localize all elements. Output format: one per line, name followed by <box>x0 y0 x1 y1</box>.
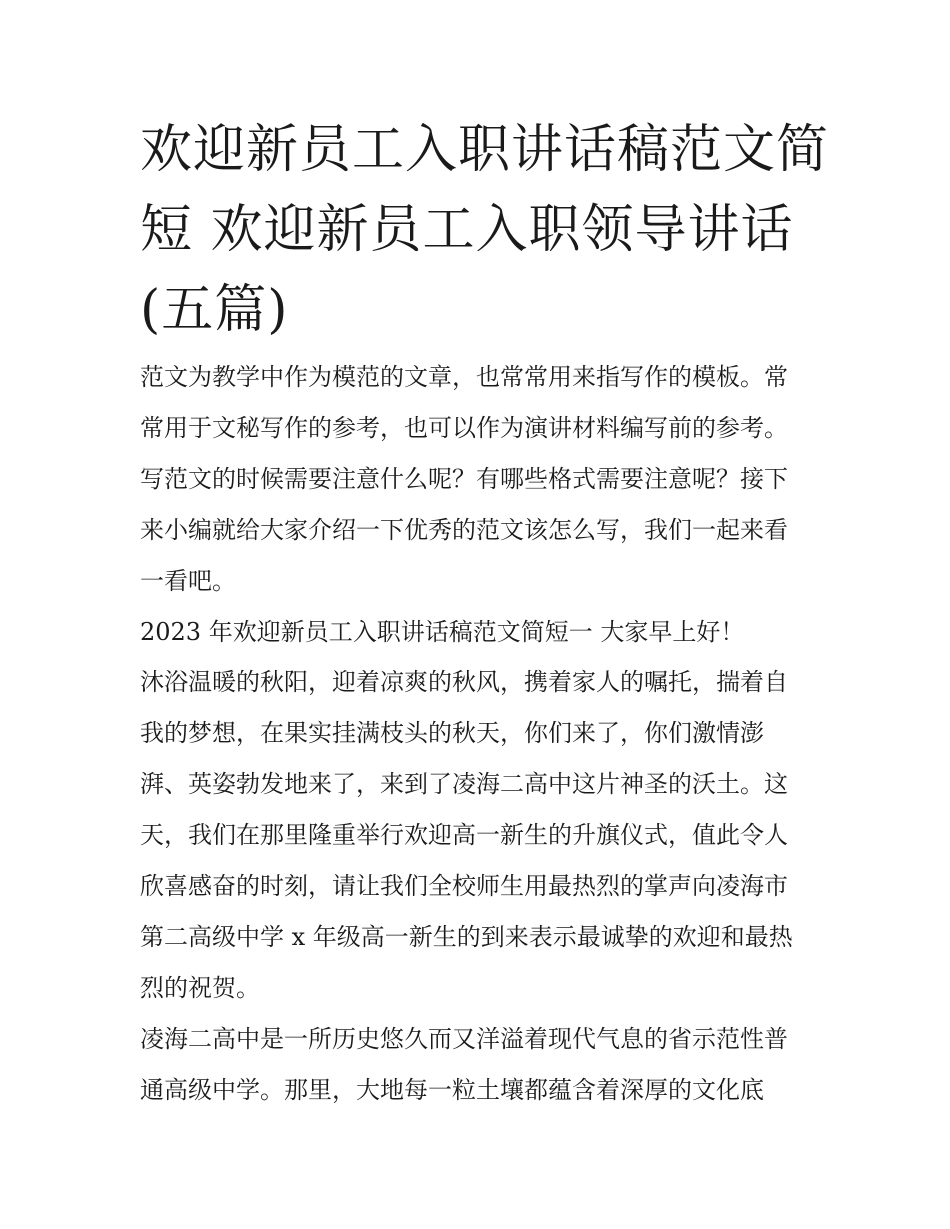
text-line: 我的梦想，在果实挂满枝头的秋天，你们来了，你们激情澎 <box>140 719 764 747</box>
text-line: 来小编就给大家介绍一下优秀的范文该怎么写，我们一起来看 <box>140 516 788 544</box>
text-line: 沐浴温暖的秋阳，迎着凉爽的秋风，携着家人的嘱托，揣着自 <box>140 668 788 696</box>
text-line: 写范文的时候需要注意什么呢？有哪些格式需要注意呢？接下 <box>140 465 788 493</box>
text-line: 第二高级中学 x 年级高一新生的到来表示最诚挚的欢迎和最热 <box>140 923 793 951</box>
text-line: 凌海二高中是一所历史悠久而又洋溢着现代气息的省示范性普 <box>140 1025 788 1053</box>
text-line: 湃、英姿勃发地来了，来到了凌海二高中这片神圣的沃土。这 <box>140 770 788 798</box>
document-title <box>140 110 830 350</box>
text-line: 一看吧。 <box>140 567 236 595</box>
title-line: 欢迎新员工入职讲话稿范文简 <box>140 120 830 180</box>
text-line: 常用于文秘写作的参考，也可以作为演讲材料编写前的参考。 <box>140 414 788 442</box>
text-line: 欣喜感奋的时刻，请让我们全校师生用最热烈的掌声向凌海市 <box>140 872 788 900</box>
text-line: 烈的祝贺。 <box>140 974 260 1002</box>
body-paragraph <box>140 1014 820 1116</box>
title-line: 短 欢迎新员工入职领导讲话 <box>140 200 794 260</box>
section-heading <box>140 607 820 657</box>
text-line: 天，我们在那里隆重举行欢迎高一新生的升旗仪式，值此令人 <box>140 821 788 849</box>
text-line: 通高级中学。那里，大地每一粒土壤都蕴含着深厚的文化底 <box>140 1076 764 1104</box>
title-line: (五篇) <box>140 280 289 340</box>
intro-paragraph <box>140 352 820 607</box>
text-line: 2023 年欢迎新员工入职讲话稿范文简短一 大家早上好！ <box>140 618 745 646</box>
body-paragraph <box>140 657 820 1014</box>
text-line: 范文为教学中作为模范的文章，也常常用来指写作的模板。常 <box>140 363 788 391</box>
document-body <box>140 352 820 1116</box>
